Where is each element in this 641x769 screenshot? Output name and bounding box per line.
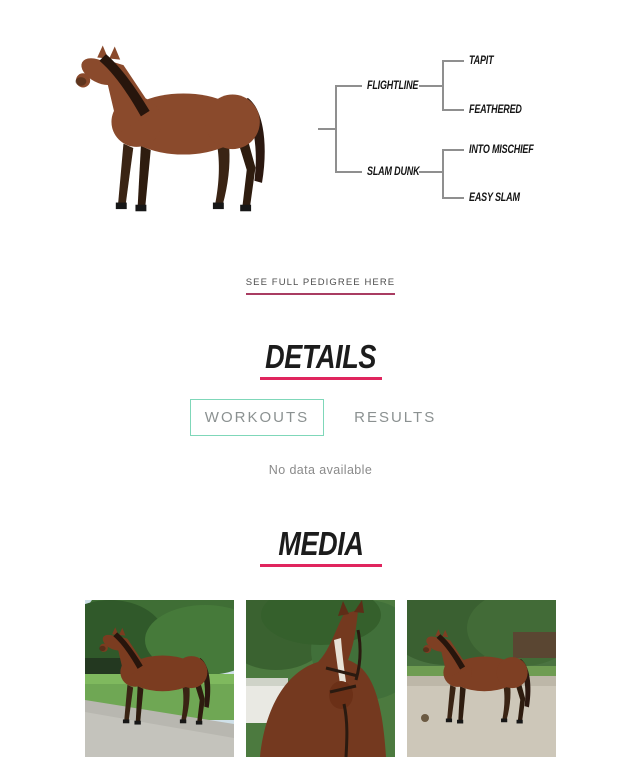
pedigree-dam-dam-name: EASY SLAM [469, 192, 520, 204]
pedigree-link-row [0, 272, 641, 294]
pedigree-tree [318, 52, 573, 204]
tree-sire-branch [335, 85, 362, 87]
horse-photo-svg [58, 38, 298, 234]
media-title-underline [260, 564, 382, 567]
media-title: MEDIA [277, 525, 364, 562]
details-title: DETAILS [265, 338, 376, 375]
tree-root-vertical [335, 85, 337, 173]
tree-sire-bracket [442, 60, 444, 111]
tree-dam-dam-branch [442, 197, 464, 199]
pedigree-sire-name: FLIGHTLINE [367, 80, 419, 92]
media-thumb-3-svg [407, 600, 556, 757]
pedigree-section [0, 0, 641, 240]
details-tabs [0, 399, 641, 436]
pedigree-sire-sire-name: TAPIT [469, 55, 494, 67]
tree-dam-sire-branch [442, 149, 464, 151]
pedigree-sire-dam-name: FEATHERED [469, 104, 522, 116]
tab-workouts[interactable]: WORKOUTS [190, 399, 324, 436]
see-full-pedigree-link[interactable]: SEE FULL PEDIGREE HERE [246, 277, 396, 295]
no-data-message: No data available [268, 463, 373, 477]
pedigree-dam-name: SLAM DUNK [367, 166, 420, 178]
pedigree-dam-sire-name: INTO MISCHIEF [469, 144, 534, 156]
media-thumb-paddock[interactable] [407, 600, 556, 757]
media-thumb-1-svg [85, 600, 234, 757]
media-gallery [0, 600, 641, 757]
tab-results[interactable]: RESULTS [354, 409, 437, 426]
tree-dam-bracket [442, 149, 444, 199]
media-heading [0, 527, 641, 567]
tree-root-stub [318, 128, 336, 130]
media-thumb-2-svg [246, 600, 395, 757]
tree-dam-branch [335, 171, 362, 173]
media-thumb-gravel-path[interactable] [85, 600, 234, 757]
tree-sire-sire-branch [442, 60, 464, 62]
horse-photo [58, 38, 298, 234]
tree-dam-connector [419, 171, 444, 173]
details-title-underline [260, 377, 382, 380]
tree-sire-connector [419, 85, 444, 87]
details-heading [0, 340, 641, 380]
media-thumb-head-closeup[interactable] [246, 600, 395, 757]
tree-sire-dam-branch [442, 109, 464, 111]
